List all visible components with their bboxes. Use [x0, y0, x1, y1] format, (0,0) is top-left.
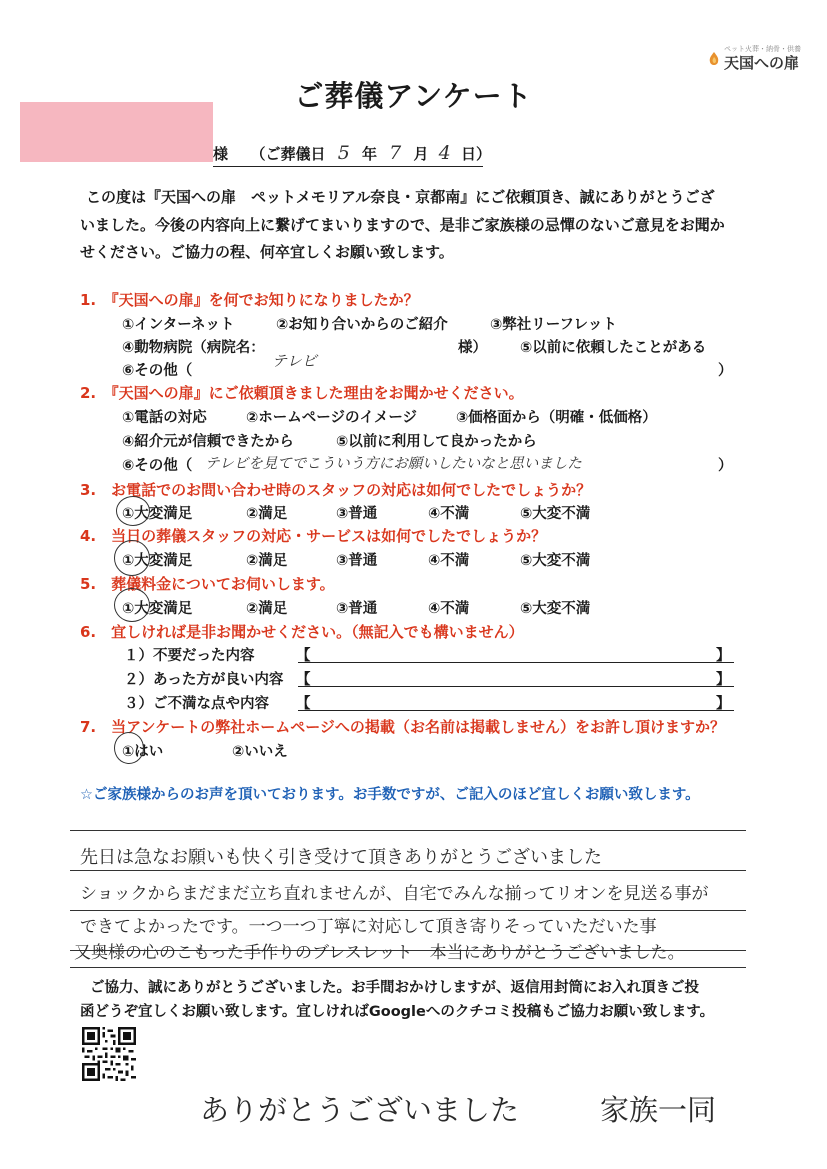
q6-item-3-line[interactable]	[298, 710, 734, 711]
logo-tagline: ペット火葬・納骨・供養	[724, 45, 801, 53]
q2-option-6-end: ）	[718, 458, 733, 474]
comment-rule-5	[70, 967, 746, 968]
signature-family: 家族一同	[600, 1093, 717, 1127]
q4-rating-3[interactable]: ③普通	[336, 553, 378, 569]
q3-rating-1[interactable]: ①大変満足	[122, 506, 193, 522]
comment-rule-3	[70, 910, 746, 911]
voice-prompt: ☆ご家族様からのお声を頂いております。お手数ですが、ご記入のほど宜しくお願い致します。	[80, 787, 700, 803]
q6-item-2-label: ２）あった方が良い内容	[124, 672, 284, 688]
redacted-name	[20, 102, 213, 162]
q6-item-1-line[interactable]	[298, 662, 734, 663]
date-underline	[213, 166, 483, 167]
sama-label: 様	[213, 145, 229, 163]
q6-item-2-open: 【	[296, 672, 311, 688]
ceremony-date-line	[213, 142, 491, 164]
q4-rating-2[interactable]: ②満足	[246, 553, 288, 569]
q3-question: 3. お電話でのお問い合わせ時のスタッフの対応は如何でしたでしょうか？	[80, 481, 592, 499]
q4-rating-5[interactable]: ⑤大変不満	[520, 553, 591, 569]
closing-line-2: 函どうぞ宜しくお願い致します。宜しければGoogleへのクチコミ投稿もご協力お願い致します。	[80, 1004, 715, 1020]
day-value: 4	[438, 142, 451, 164]
q1-option-4-end: 様）	[458, 340, 487, 356]
q1-option-4[interactable]: ④動物病院（病院名：	[122, 340, 265, 356]
q1-question: 1. 『天国への扉』を何でお知りになりましたか？	[80, 291, 419, 309]
comment-line-4[interactable]: 又奥様の心のこもった手作りのブレスレット 本当にありがとうございました。	[74, 943, 685, 963]
q3-rating-5[interactable]: ⑤大変不満	[520, 506, 591, 522]
q5-rating-1[interactable]: ①大変満足	[122, 601, 193, 617]
q3-rating-2[interactable]: ②満足	[246, 506, 288, 522]
q3-rating-3[interactable]: ③普通	[336, 506, 378, 522]
q1-option-6[interactable]: ⑥その他（	[122, 363, 193, 379]
q5-rating-3[interactable]: ③普通	[336, 601, 378, 617]
q2-option-2[interactable]: ②ホームページのイメージ	[246, 410, 418, 426]
comment-line-2[interactable]: ショックからまだまだ立ち直れませんが、自宅でみんな揃ってリオンを見送る事が	[80, 884, 709, 904]
q5-rating-5[interactable]: ⑤大変不満	[520, 601, 591, 617]
qr-code-icon[interactable]	[82, 1027, 136, 1081]
q6-item-3-label: ３）ご不満な点や内容	[124, 696, 269, 712]
q3-selection-circle	[116, 496, 150, 526]
year-value: 5	[337, 142, 350, 164]
q2-question: 2. 『天国への扉』にご依頼頂きました理由をお聞かせください。	[80, 384, 524, 402]
q1-option-2[interactable]: ②お知り合いからのご紹介	[276, 317, 448, 333]
q4-rating-1[interactable]: ①大変満足	[122, 553, 193, 569]
signature-thanks: ありがとうございました	[200, 1093, 520, 1127]
q4-question: 4. 当日の葬儀スタッフの対応・サービスは如何でしたでしょうか？	[80, 527, 547, 545]
q7-option-no[interactable]: ②いいえ	[232, 744, 288, 760]
logo-name: 天国への扉	[724, 54, 800, 72]
q4-rating-4[interactable]: ④不満	[428, 553, 470, 569]
comment-line-1[interactable]: 先日は急なお願いも快く引き受けて頂きありがとうございました	[80, 847, 602, 868]
q5-rating-4[interactable]: ④不満	[428, 601, 470, 617]
q6-question: 6. 宜しければ是非お聞かせください。（無記入でも構いません）	[80, 623, 524, 641]
q6-item-1-label: １）不要だった内容	[124, 648, 255, 664]
q6-item-2-line[interactable]	[298, 686, 734, 687]
day-label: 日）	[460, 145, 491, 163]
q6-item-1-close: 】	[716, 648, 731, 664]
date-prefix: （ご葬儀日	[250, 145, 326, 163]
q6-item-3-open: 【	[296, 696, 311, 712]
q5-selection-circle	[114, 588, 150, 622]
q6-item-2-close: 】	[716, 672, 731, 688]
comment-rule-1	[70, 830, 746, 831]
intro-line-1: この度は『天国への扉 ペットメモリアル奈良・京都南』にご依頼頂き、誠にありがとうござ	[86, 188, 715, 206]
q7-option-yes[interactable]: ①はい	[122, 744, 164, 760]
q1-option-1[interactable]: ①インターネット	[122, 317, 235, 333]
q2-option-6[interactable]: ⑥その他（	[122, 458, 193, 474]
q5-rating-2[interactable]: ②満足	[246, 601, 288, 617]
q7-question: 7. 当アンケートの弊社ホームページへの掲載（お名前は掲載しません）をお許し頂けますか？	[80, 718, 725, 736]
q5-question: 5. 葬儀料金についてお伺いします。	[80, 575, 335, 593]
month-label: 月	[413, 145, 429, 163]
door-flame-icon	[706, 50, 722, 68]
q7-selection-circle	[114, 732, 144, 764]
q2-option-3[interactable]: ③価格面から（明確・低価格）	[456, 410, 657, 426]
q4-selection-circle	[114, 540, 150, 576]
q2-option-4[interactable]: ④紹介元が信頼できたから	[122, 434, 294, 450]
q2-other-answer[interactable]: テレビを見てでこういう方にお願いしたいなと思いました	[205, 456, 582, 472]
month-value: 7	[389, 142, 402, 164]
q1-option-6-end: ）	[718, 363, 733, 379]
intro-line-3: せください。ご協力の程、何卒宜しくお願い致します。	[80, 243, 454, 261]
intro-line-2: いました。今後の内容向上に繋げてまいりますので、是非ご家族様の忌憚のないご意見をお聞か	[80, 216, 725, 234]
comment-rule-2	[70, 870, 746, 871]
closing-line-1: ご協力、誠にありがとうございました。お手間おかけしますが、返信用封筒にお入れ頂きご投	[90, 980, 699, 996]
q6-item-1-open: 【	[296, 648, 311, 664]
q1-other-answer[interactable]: テレビ	[272, 352, 317, 370]
comment-line-3[interactable]: できてよかったです。一つ一つ丁寧に対応して頂き寄りそっていただいた事	[80, 917, 657, 937]
q2-option-5[interactable]: ⑤以前に利用して良かったから	[336, 434, 537, 450]
q1-option-5[interactable]: ⑤以前に依頼したことがある	[520, 340, 707, 356]
page-title: ご葬儀アンケート	[294, 79, 533, 113]
q2-option-1[interactable]: ①電話の対応	[122, 410, 207, 426]
year-label: 年	[361, 145, 377, 163]
q3-rating-4[interactable]: ④不満	[428, 506, 470, 522]
q6-item-3-close: 】	[716, 696, 731, 712]
q1-option-3[interactable]: ③弊社リーフレット	[490, 317, 617, 333]
